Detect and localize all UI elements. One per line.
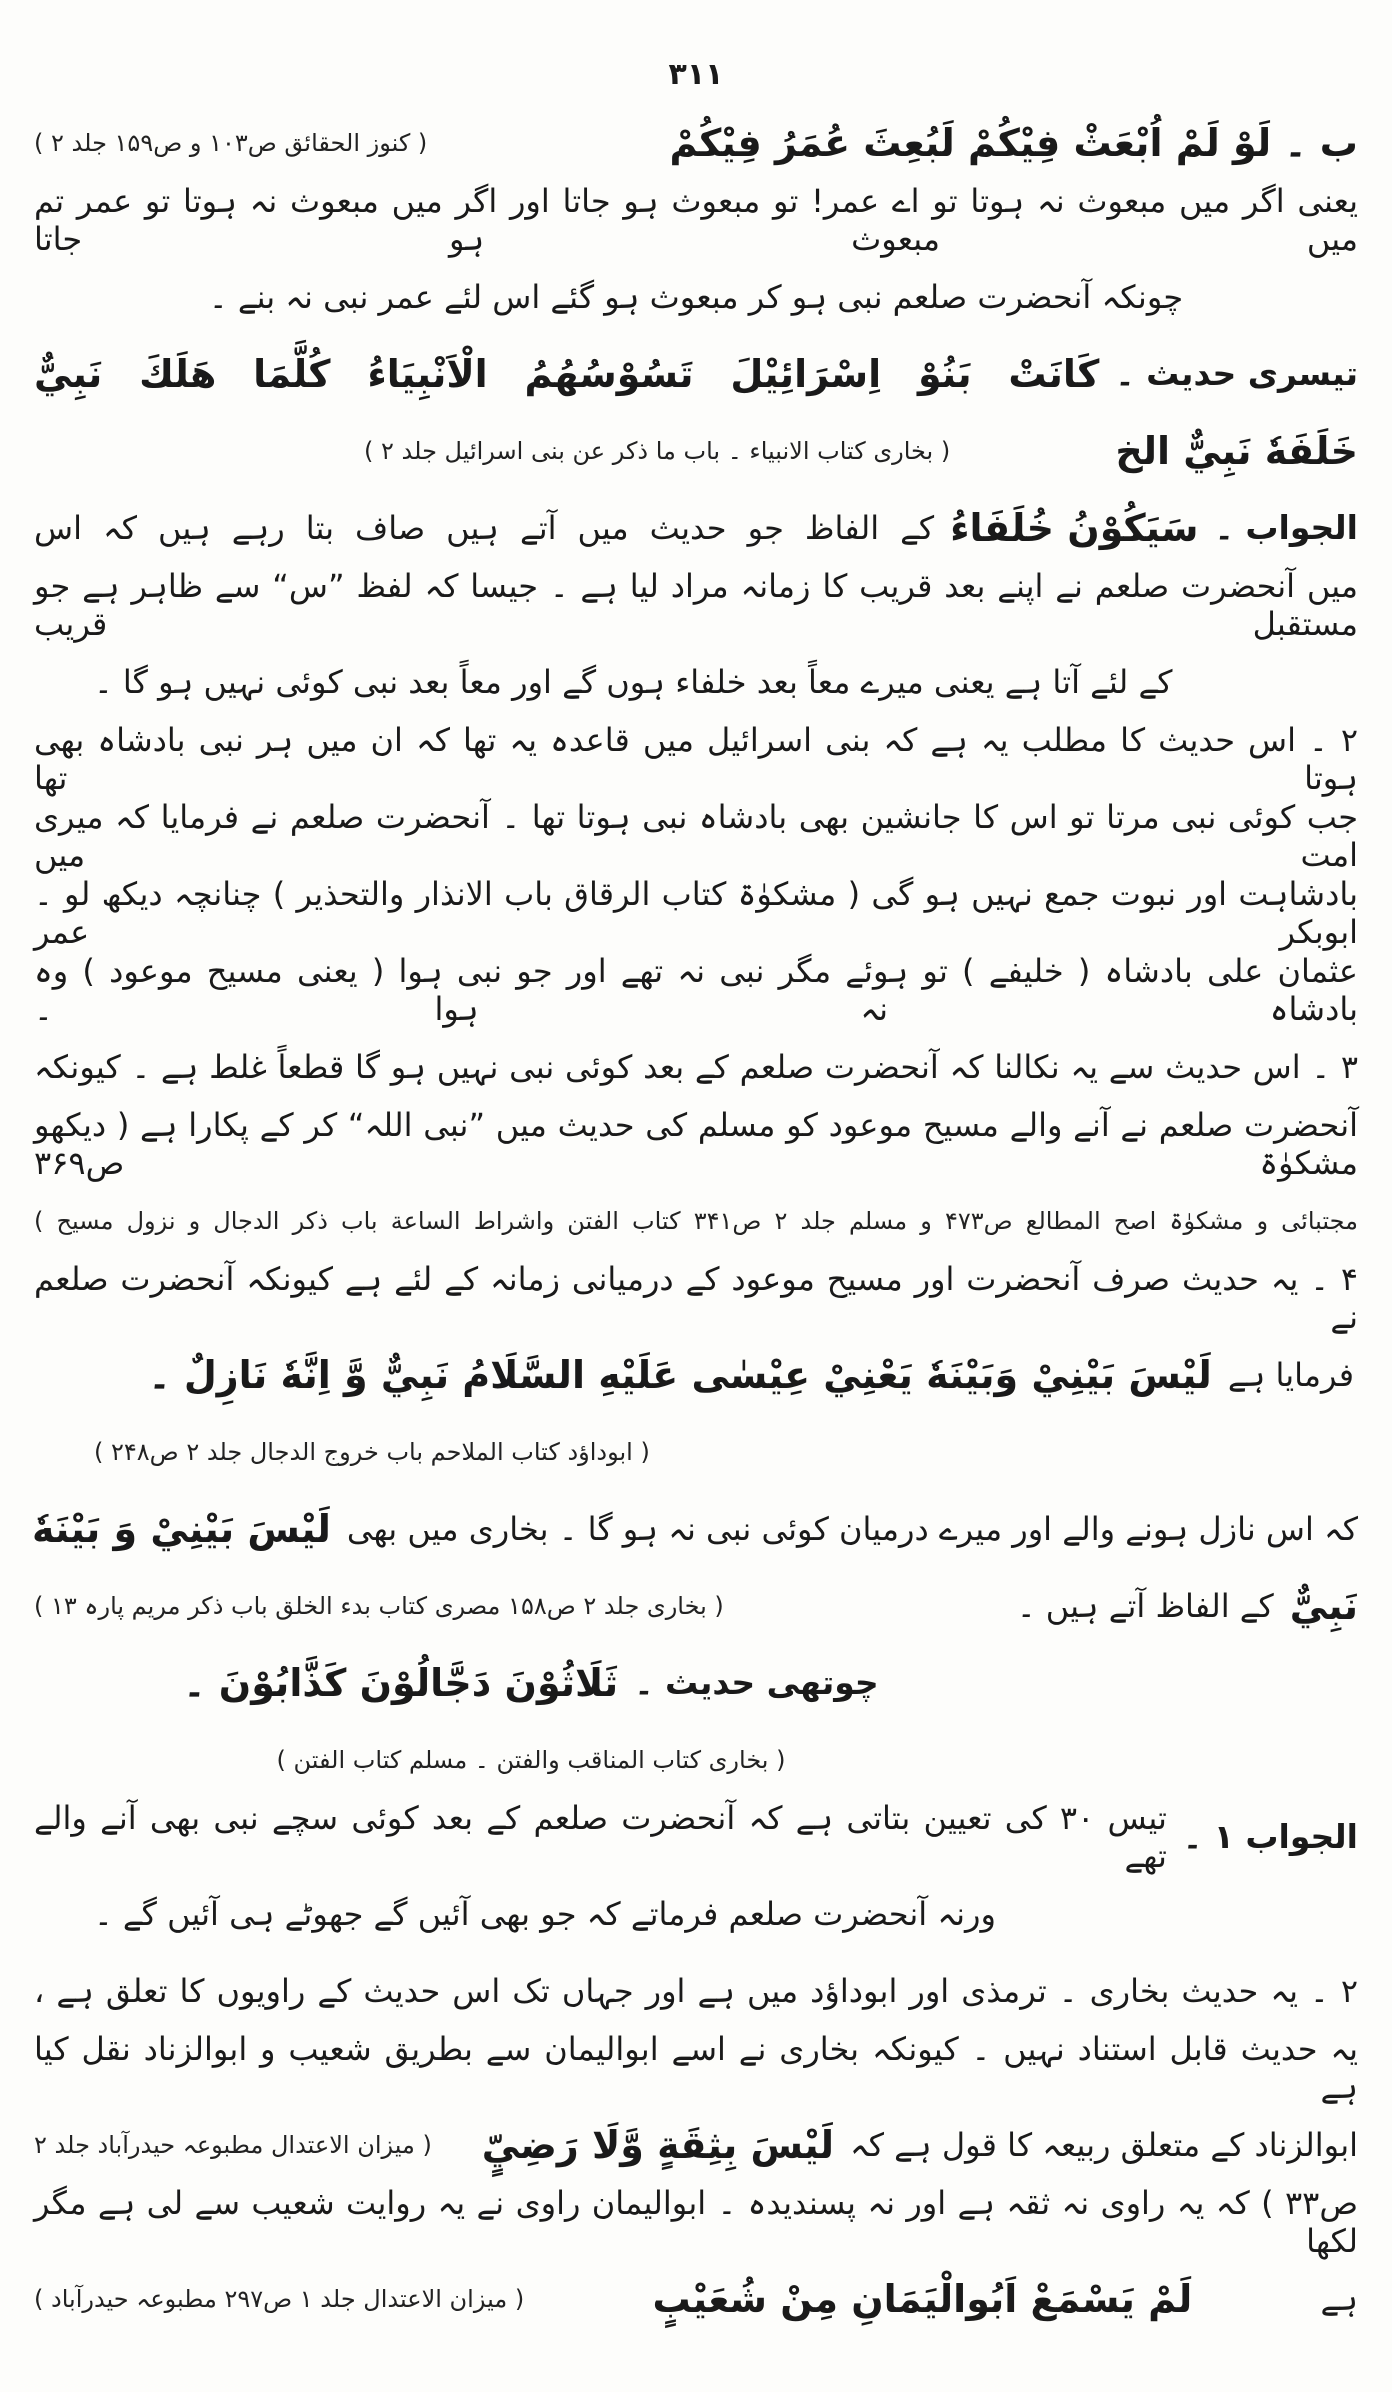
text-segment-ref: ( كنوز الحقائق ص۱۰۳ و ص۱۵۹ جلد ۲ ) (34, 128, 428, 157)
text-segment-urdu: کہ اس نازل ہونے والے اور میرے درمیان کوئی نبی نہ ہو گا ۔ بخاری میں بھی (346, 1509, 1358, 1548)
text-segment-urdu: عثمان علی بادشاہ ( خلیفے ) تو ہوئے مگر نبی نہ تھے اور جو نبی ہوا ( یعنی مسیح موعود ) وہ بادشاہ نہ ہوا ۔ (34, 951, 1358, 1028)
text-segment-urdu: کے لئے آتا ہے یعنی میرے معاً بعد خلفاء ہوں گے اور معاً بعد نبی کوئی نہیں ہو گا ۔ (94, 662, 1173, 701)
text-line (34, 2260, 1358, 2337)
text-segment-label: الجواب ۔ (1214, 508, 1358, 547)
text-line (34, 1182, 1358, 1259)
text-line (34, 1105, 1358, 1182)
text-line (34, 2029, 1358, 2106)
text-line (34, 1644, 1358, 1721)
text-segment-urdu: ۲ ۔ اس حدیث کا مطلب یہ ہے کہ بنی اسرائیل میں قاعدہ یہ تھا کہ ان میں ہر نبی بادشاہ بھی ہوتا تھا (34, 720, 1358, 797)
text-segment-urdu: ص۳۳ ) کہ یہ راوی نہ ثقہ ہے اور نہ پسندیدہ ۔ ابوالیمان راوی نے یہ روایت شعیب سے لی ہے مگر لکھا (34, 2183, 1358, 2260)
text-segment-urdu: یہ حدیث قابل استناد نہیں ۔ کیونکہ بخاری نے اسے ابوالیمان سے بطریق شعیب و ابوالزناد نقل کیا ہے (34, 2029, 1358, 2106)
text-segment-arabic: لَيْسَ بَيْنِيْ وَبَيْنَهٗ يَعْنِيْ عِيْسٰى عَلَيْهِ السَّلَامُ نَبِيٌّ وَّ اِنَّهٗ نَازِلٌ ۔ (148, 1352, 1212, 1397)
text-segment-arabic: نَبِيٌّ (1289, 1583, 1358, 1628)
text-line (34, 1567, 1358, 1644)
text-segment-urdu: جب کوئی نبی مرتا تو اس کا جانشین بھی بادشاہ نبی ہوتا تھا ۔ آنحضرت صلعم نے فرمایا کہ میری امت میں (34, 797, 1358, 874)
text-segment-urdu: یعنی اگر میں مبعوث نہ ہوتا تو اے عمر! تو مبعوث ہو جاتا اور اگر میں مبعوث نہ ہوتا تو عمر تم میں مبعوث ہو جاتا (34, 181, 1358, 258)
text-line (34, 951, 1358, 1028)
text-segment-arabic: كَانَتْ بَنُوْ اِسْرَائِيْلَ تَسُوْسُهُمُ الْاَنْبِيَاءُ كُلَّمَا هَلَكَ نَبِيٌّ (34, 351, 1100, 396)
text-segment-urdu: کے الفاظ جو حدیث میں آتے ہیں صاف بتا رہے ہیں کہ اس (34, 508, 935, 547)
text-line (31, 1490, 1358, 1567)
text-line (34, 2106, 1358, 2183)
text-segment-ref: ( بخاری جلد ۲ ص۱۵۸ مصری کتاب بدء الخلق باب ذکر مریم پارہ ۱۳ ) (34, 1591, 724, 1620)
text-segment-ref: ( بخاری کتاب المناقب والفتن ۔ مسلم کتاب الفتن ) (276, 1745, 786, 1774)
text-segment-urdu: ابوالزناد کے متعلق ربیعہ کا قول ہے کہ (850, 2125, 1358, 2164)
text-segment-urdu: تیس ۳۰ کی تعیین بتاتی ہے کہ آنحضرت صلعم کے بعد کوئی سچے نبی بھی آنے والے تھے (34, 1798, 1167, 1875)
text-line (34, 720, 1358, 797)
text-line (34, 1952, 1358, 2029)
text-segment-urdu: آنحضرت صلعم نے آنے والے مسیح موعود کو مسلم کی حدیث میں ”نبی اللہ“ کر کے پکارا ہے ( دیکھو مشکوٰۃ ص۳۶۹ (34, 1105, 1358, 1182)
text-segment-arabic: ثَلَاثُوْنَ دَجَّالُوْنَ كَذَّابُوْنَ ۔ (183, 1660, 619, 1705)
text-segment-ref: ( میزان الاعتدال مطبوعہ حیدرآباد جلد ۲ (34, 2130, 432, 2159)
text-segment-arabic: لَيْسَ بِثِقَةٍ وَّلَا رَضِيٍّ (481, 2122, 835, 2167)
text-segment-urdu: فرمایا ہے (1227, 1355, 1354, 1394)
text-segment-ref: ( ابوداؤد کتاب الملاحم باب خروج الدجال جلد ۲ ص۲۴۸ ) (94, 1437, 650, 1466)
text-segment-arabic: سَيَكُوْنُ خُلَفَاءُ (950, 505, 1199, 550)
text-line (34, 489, 1358, 566)
text-line (34, 181, 1358, 258)
text-line (34, 412, 1358, 489)
text-segment-label: چوتھی حدیث ۔ (634, 1663, 879, 1702)
text-line (34, 566, 1358, 643)
text-segment-urdu: میں آنحضرت صلعم نے اپنے بعد قریب کا زمانہ مراد لیا ہے ۔ جیسا کہ لفظ ”س“ سے ظاہر ہے جو مستقبل قریب (34, 566, 1358, 643)
text-block (31, 104, 1359, 2337)
text-segment-arabic: خَلَفَهٗ نَبِيٌّ الخ (1115, 428, 1358, 473)
page-number: ۳۱۱ (668, 57, 724, 92)
text-line (34, 1721, 1358, 1798)
text-line (34, 797, 1358, 874)
text-line (34, 1875, 1358, 1952)
text-segment-ref: ( میزان الاعتدال جلد ۱ ص۲۹۷ مطبوعہ حیدرآباد ) (34, 2284, 525, 2313)
text-segment-label: تیسری حدیث ۔ (1115, 354, 1358, 393)
text-segment-urdu: کے الفاظ آتے ہیں ۔ (1016, 1586, 1274, 1625)
text-line (34, 1798, 1358, 1875)
text-segment-arabic: لَمْ يَسْمَعْ اَبُوالْيَمَانِ مِنْ شُعَيْبٍ (652, 2276, 1193, 2321)
text-segment-label: الجواب ۱ ۔ (1182, 1817, 1358, 1856)
text-line (34, 1028, 1358, 1105)
text-line (34, 874, 1358, 951)
text-segment-urdu: بادشاہت اور نبوت جمع نہیں ہو گی ( مشکوٰۃ کتاب الرقاق باب الانذار والتحذیر ) چنانچہ دیکھ لو ۔ ابوبکر عمر (34, 874, 1358, 951)
text-line (34, 1336, 1358, 1413)
text-segment-arabic: لَيْسَ بَيْنِيْ وَ بَيْنَهٗ (31, 1506, 331, 1551)
text-segment-ref: مجتبائی و مشکوٰۃ اصح المطالع ص۴۷۳ و مسلم جلد ۲ ص۳۴۱ کتاب الفتن واشراط الساعة باب ذکر الدجال و نزول مسیح ) (34, 1206, 1359, 1235)
text-segment-arabic: ب ۔ لَوْ لَمْ اُبْعَثْ فِيْكُمْ لَبُعِثَ عُمَرُ فِيْكُمْ (669, 120, 1358, 165)
text-segment-urdu: ہے (1320, 2279, 1358, 2318)
text-segment-urdu: چونکہ آنحضرت صلعم نبی ہو کر مبعوث ہو گئے اس لئے عمر نبی نہ بنے ۔ (208, 277, 1184, 316)
text-line (34, 643, 1358, 720)
text-segment-urdu: ورنہ آنحضرت صلعم فرماتے کہ جو بھی آئیں گے جھوٹے ہی آئیں گے ۔ (94, 1894, 996, 1933)
text-segment-urdu: ۳ ۔ اس حدیث سے یہ نکالنا کہ آنحضرت صلعم کے بعد کوئی نبی نہیں ہو گا قطعاً غلط ہے ۔ کیونکہ (34, 1047, 1358, 1086)
text-line (34, 1413, 1358, 1490)
text-line (34, 258, 1358, 335)
text-line (34, 335, 1358, 412)
text-line (34, 104, 1358, 181)
text-segment-urdu: ۲ ۔ یہ حدیث بخاری ۔ ترمذی اور ابوداؤد میں ہے اور جہاں تک اس حدیث کے راویوں کا تعلق ہے ، (34, 1971, 1358, 2010)
text-segment-ref: ( بخاری کتاب الانبیاء ۔ باب ما ذکر عن بنی اسرائیل جلد ۲ ) (364, 436, 951, 465)
text-line (34, 1259, 1358, 1336)
text-line (34, 2183, 1358, 2260)
text-segment-urdu: ۴ ۔ یہ حدیث صرف آنحضرت اور مسیح موعود کے درمیانی زمانہ کے لئے ہے کیونکہ آنحضرت صلعم نے (34, 1259, 1358, 1336)
